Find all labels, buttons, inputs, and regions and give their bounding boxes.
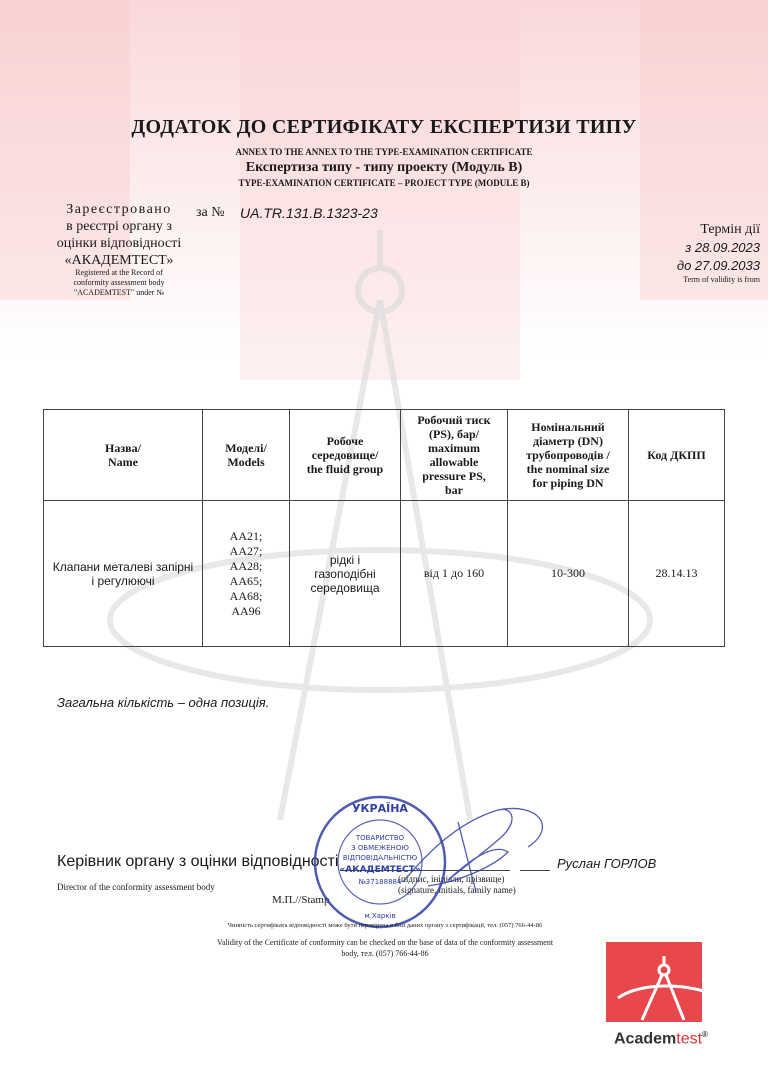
cell-line: АА21; [229,528,263,543]
cell-line: і регулюючі [91,573,155,588]
cell-line: АА27; [229,543,263,558]
note-en-line: body, тел. (057) 766-44-86 [341,949,429,958]
validity-label-en: Term of validity is from [683,275,760,284]
registration-block [40,201,198,269]
cell-line: рідкі і [329,552,361,567]
brand-name [614,1030,708,1048]
note-ua: Чинність сертифіката відповідності може бути перевірена в базі даних органу з сертифікації, тел. (057) 766-44-86 [227,922,543,929]
cell-models [203,501,290,647]
registration-en-line: "ACADEMTEST" under № [73,288,165,297]
registration-en-line: conformity assessment body [73,278,165,287]
header-line: maximum [428,441,480,455]
cell-line: АА28; [229,558,263,573]
header-line: allowable [429,455,479,469]
director-title-en: Director of the conformity assessment body [57,882,215,892]
header-line: Назва/ [105,441,141,455]
registration-line: в реєстрі органу з [66,219,172,234]
validity-label: Термін дії [700,222,760,237]
stamp-line: З ОБМЕЖЕНОЮ [351,844,409,852]
table-row [44,501,725,647]
products-table [43,409,725,647]
header-line: діаметр (DN) [533,434,603,448]
stamp-line: «АКАДЕМТЕСТ» [339,865,421,875]
header-code [629,410,725,501]
director-name: Руслан ГОРЛОВ [557,856,657,871]
registration-line: Зареєстровано [66,202,172,217]
header-models [203,410,290,501]
subtitle-ua: Експертиза типу - типу проекту (Модуль В) [245,160,523,175]
header-line: the fluid group [306,462,384,476]
cell-line: газоподібні [314,566,376,581]
header-line: Робочий тиск [417,413,491,427]
registration-line: «АКАДЕМТЕСТ» [64,253,174,268]
header-line: Моделі/ [225,441,267,455]
official-stamp [308,782,568,932]
subtitle-en: ANNEX TO THE ANNEX TO THE TYPE-EXAMINATION CERTIFICATE [235,147,533,157]
header-name [44,410,203,501]
stamp-bottom-text: м.Харків [364,912,396,920]
registration-en-line: Registered at the Record of [75,268,163,277]
subtitle-en-2: TYPE-EXAMINATION CERTIFICATE – PROJECT TYPE (MODULE B) [238,178,530,188]
cell-pressure: від 1 до 160 [401,501,508,647]
stamp-top-text: УКРАЇНА [352,802,408,815]
registration-line: оцінки відповідності [56,236,182,251]
cell-line: АА65; [229,573,263,588]
note-en [170,937,600,959]
table-header-row [44,410,725,501]
header-diameter [508,410,629,501]
header-line: the nominal size [526,462,610,476]
cell-name [44,501,203,647]
validity-from: з 28.09.2023 [685,240,760,255]
cell-line: середовища [310,580,380,595]
header-line: середовище/ [311,448,379,462]
validity-block [560,221,760,285]
header-line: pressure PS, [422,469,486,483]
stamp-label: М.П.//Stamp [272,894,330,906]
header-line: Номінальний [531,420,605,434]
header-line: Models [227,455,265,469]
stamp-line: ВІДПОВІДАЛЬНІСТЮ [342,854,418,862]
registered-mark: ® [702,1030,708,1039]
note-en-line: Validity of the Certificate of conformity can be checked on the base of data of the conformity assessment [216,938,554,947]
cell-line: АА68; [229,588,263,603]
registration-en [40,268,198,298]
signature-caption-en: (signature, initials, family name) [398,885,516,895]
stamp-line: №37188884 [358,878,402,886]
validity-to: до 27.09.2033 [676,258,760,273]
cell-code: 28.14.13 [629,501,725,647]
header-line: for piping DN [532,476,604,490]
director-title-ua: Керівник органу з оцінки відповідності [57,853,339,870]
cell-line: Клапани металеві запірні [52,559,194,574]
header-line: (PS), бар/ [428,427,479,441]
brand-light: test [676,1030,703,1048]
certificate-number: UA.TR.131.B.1323-23 [240,205,378,221]
cell-diameter: 10-300 [508,501,629,647]
page-title: ДОДАТОК ДО СЕРТИФІКАТУ ЕКСПЕРТИЗИ ТИПУ [131,116,637,138]
signature-icon [403,808,542,892]
header-line: Name [108,455,138,469]
header-pressure [401,410,508,501]
header-line: трубопроводів / [526,448,610,462]
header-line: Код ДКПП [647,448,706,462]
cell-fluid [290,501,401,647]
header-fluid [290,410,401,501]
header-line: Робоче [326,434,364,448]
stamp-line: ТОВАРИСТВО [355,834,405,842]
total-count: Загальна кількість – одна позиція. [57,695,270,710]
header-line: bar [445,483,463,497]
signature-caption-ua: (підпис, ініціали, прізвище) [398,874,505,884]
cell-line: АА96 [231,603,261,618]
brand-bold: Academ [614,1030,677,1048]
number-prefix: за № [196,205,225,220]
